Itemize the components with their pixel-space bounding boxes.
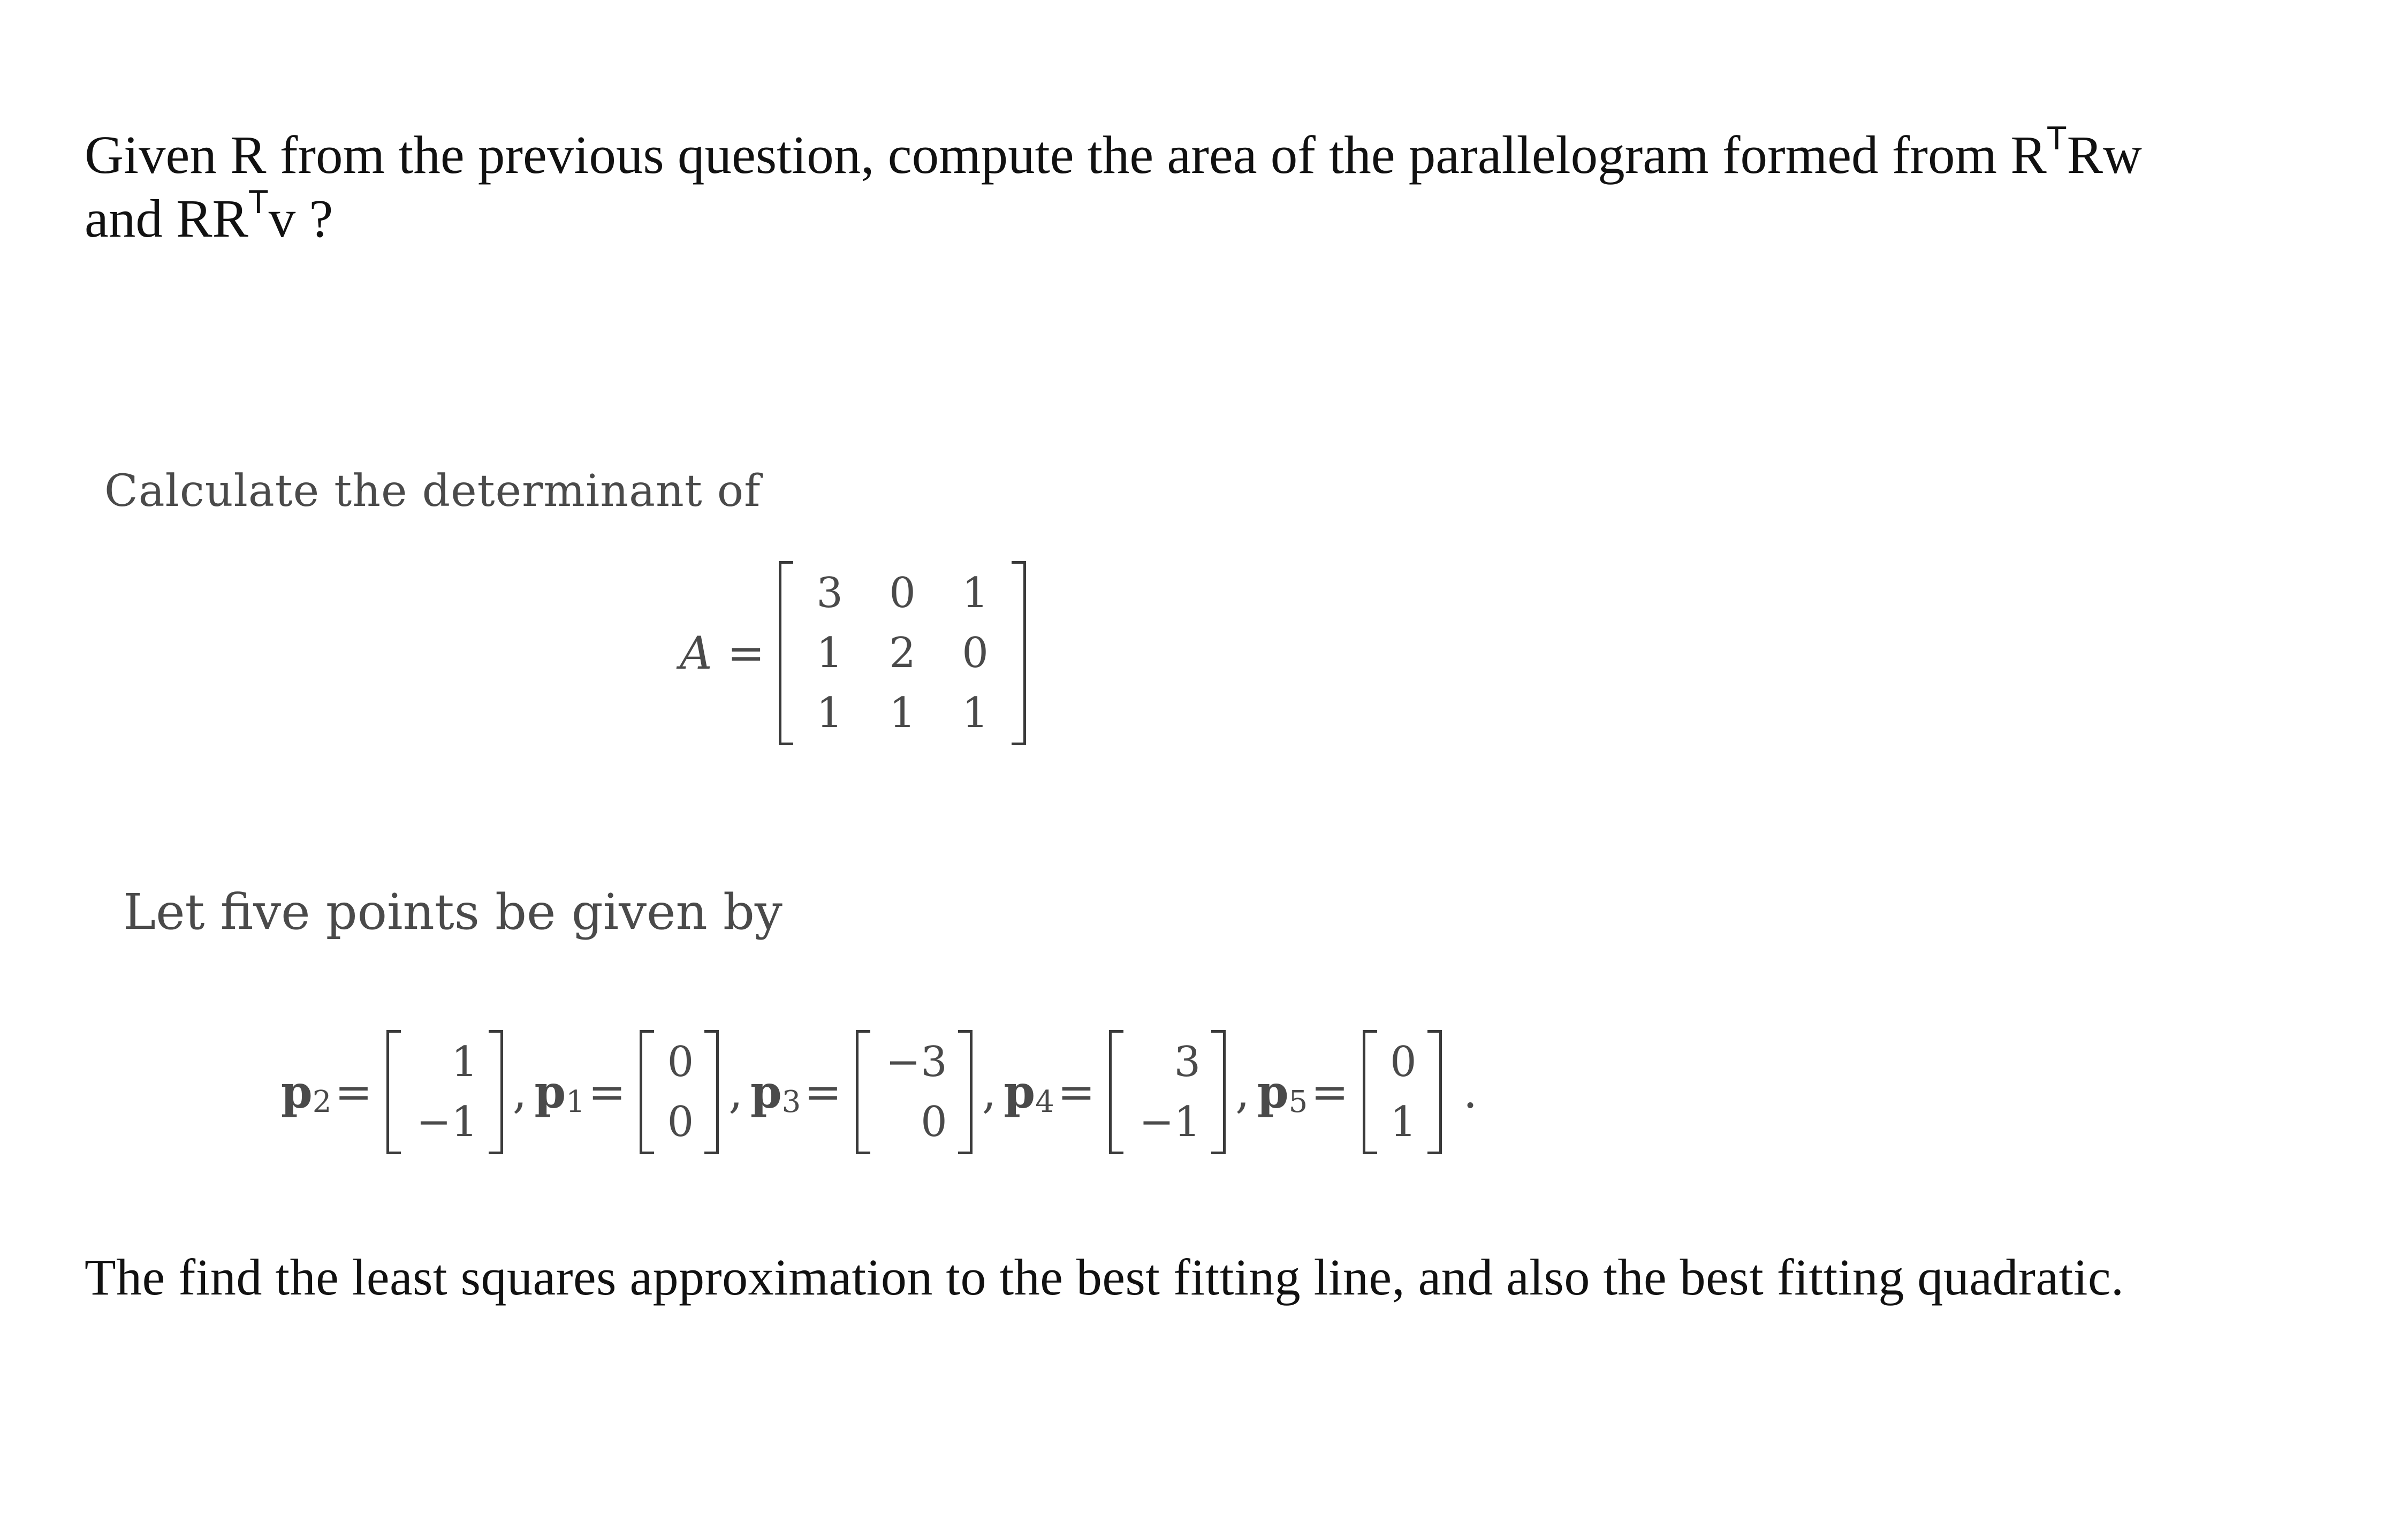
left-bracket: [779, 561, 793, 745]
q1-line1-after: Rw: [2067, 125, 2142, 185]
separator: ,: [512, 1066, 527, 1118]
matrix-cell: 1: [816, 629, 843, 677]
q1-line1-before: Given R from the previous question, compute the area of the parallelogram formed from R: [85, 125, 2047, 185]
point-vector: [856, 1030, 973, 1154]
separator: ,: [1235, 1066, 1250, 1118]
vector-entry: −3: [885, 1038, 947, 1086]
matrix-cell: 1: [962, 689, 989, 737]
matrix-cell: 3: [816, 569, 843, 617]
right-bracket: [1012, 561, 1026, 745]
terminator: .: [1463, 1066, 1478, 1118]
points-equation: [281, 1012, 1477, 1172]
equals-sign: =: [335, 1066, 373, 1118]
separator: ,: [982, 1066, 997, 1118]
vector-entry: 0: [667, 1098, 694, 1146]
q1-line2-before: and RR: [85, 188, 248, 248]
point-name: $p_3$: [750, 1065, 801, 1119]
transpose-superscript: T: [248, 184, 269, 221]
vector-entry: 0: [667, 1038, 694, 1086]
equals-sign: =: [1057, 1066, 1096, 1118]
point-name: $p_1$: [534, 1065, 585, 1119]
question-2-prompt: Calculate the determinant of: [104, 466, 761, 517]
matrix-cell: 2: [889, 629, 916, 677]
vector-entry: 0: [1390, 1038, 1417, 1086]
separator: ,: [728, 1066, 743, 1118]
point-vector: [1363, 1030, 1442, 1154]
point-name: $p_2$: [281, 1065, 332, 1119]
question-3-prompt: Let five points be given by: [123, 883, 783, 941]
matrix-grid: [793, 561, 1012, 745]
point-name: $p_5$: [1257, 1065, 1308, 1119]
vector-entry: −1: [1139, 1098, 1201, 1146]
matrix-cell: 0: [889, 569, 916, 617]
matrix-cell: 1: [816, 689, 843, 737]
matrix-cell: 1: [889, 689, 916, 737]
q1-line2-after: v ?: [268, 188, 333, 248]
vector-entry: 3: [1174, 1038, 1201, 1086]
point-vector: [386, 1030, 503, 1154]
transpose-superscript: T: [2046, 120, 2067, 157]
equals-sign: =: [804, 1066, 842, 1118]
equals-sign: =: [727, 627, 765, 679]
matrix-a: [779, 561, 1026, 745]
point-vector: [640, 1030, 719, 1154]
vector-entry: 1: [1390, 1098, 1417, 1146]
vector-entry: 1: [451, 1038, 478, 1086]
matrix-cell: 1: [962, 569, 989, 617]
matrix-cell: 0: [962, 629, 989, 677]
point-name: $p_4$: [1004, 1065, 1054, 1119]
equals-sign: =: [588, 1066, 626, 1118]
vector-entry: −1: [416, 1098, 478, 1146]
point-vector: [1109, 1030, 1226, 1154]
question-4-text: The find the least squares approximation to the best fitting line, and also the best fitting quadratic.: [85, 1248, 2124, 1306]
equals-sign: =: [1311, 1066, 1349, 1118]
question-1-text: [85, 120, 2333, 251]
matrix-equation: [680, 557, 1026, 749]
matrix-label: A: [680, 627, 712, 679]
vector-entry: 0: [921, 1098, 947, 1146]
